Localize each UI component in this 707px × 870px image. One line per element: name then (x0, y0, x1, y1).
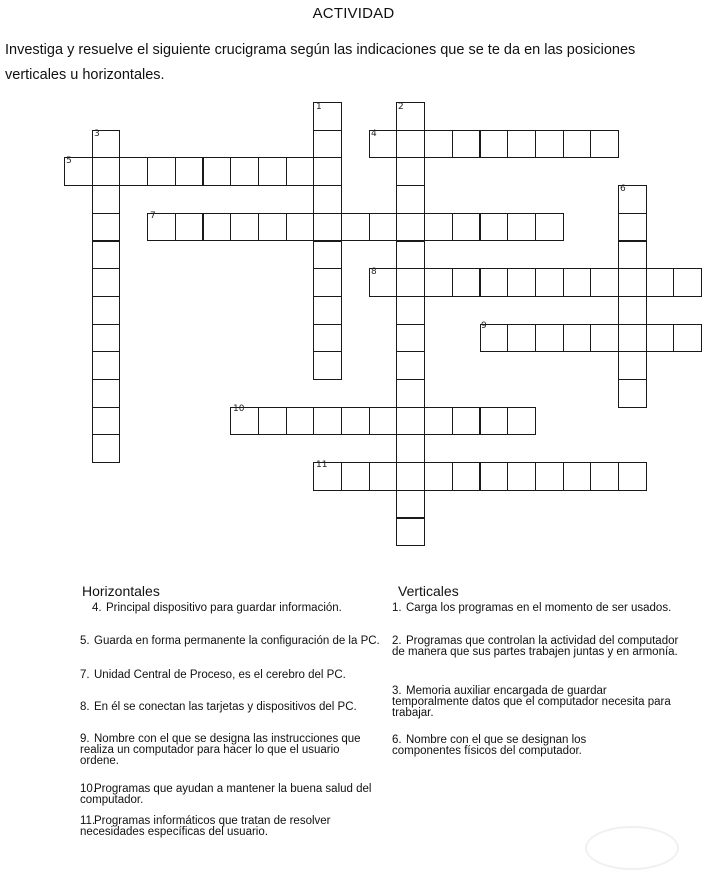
crossword-cell[interactable] (618, 379, 647, 408)
clue-number-5: 5 (66, 156, 72, 166)
clue-number-3: 3 (94, 129, 100, 139)
clue-text: Memoria auxiliar encargada de guardar temporalmente datos que el computador necesita para trabajar. (392, 685, 671, 719)
crossword-cell[interactable] (590, 324, 619, 353)
clue-h4 (92, 603, 392, 614)
crossword-cell[interactable] (480, 213, 509, 242)
clue-v6 (392, 735, 652, 757)
crossword-cell[interactable] (590, 268, 619, 297)
crossword-cell[interactable] (396, 462, 425, 491)
crossword-cell[interactable] (92, 351, 121, 380)
crossword-cell[interactable] (618, 241, 647, 270)
crossword-cell[interactable] (396, 185, 425, 214)
crossword-cell[interactable] (396, 157, 425, 186)
crossword-cell[interactable] (396, 213, 425, 242)
crossword-cell[interactable] (369, 407, 398, 436)
clue-h5 (80, 636, 380, 647)
crossword-cell[interactable] (618, 268, 647, 297)
clue-number: 8. (80, 701, 90, 713)
crossword-cell[interactable] (396, 268, 425, 297)
crossword-cell[interactable] (396, 351, 425, 380)
crossword-cell[interactable] (396, 241, 425, 270)
clue-number: 6. (392, 734, 402, 746)
page-title: ACTIVIDAD (312, 5, 395, 22)
crossword-cell[interactable] (618, 351, 647, 380)
crossword-cell[interactable] (507, 324, 536, 353)
crossword-cell[interactable] (175, 213, 204, 242)
crossword-cell[interactable] (480, 462, 509, 491)
crossword-cell[interactable] (563, 324, 592, 353)
clue-text: Programas que ayudan a mantener la buena salud del computador. (80, 783, 372, 806)
crossword-cell[interactable] (424, 462, 453, 491)
crossword-cell[interactable] (313, 296, 342, 325)
clue-number: 9. (80, 733, 90, 745)
crossword-cell[interactable] (230, 213, 259, 242)
clue-v2 (392, 636, 692, 658)
crossword-cell[interactable] (92, 324, 121, 353)
crossword-cell[interactable] (452, 407, 481, 436)
crossword-cell[interactable] (286, 157, 315, 186)
crossword-cell[interactable] (618, 462, 647, 491)
crossword-cell[interactable] (396, 518, 425, 547)
crossword-cell[interactable] (230, 157, 259, 186)
crossword-cell[interactable] (507, 130, 536, 159)
crossword-cell[interactable] (203, 213, 232, 242)
crossword-cell[interactable] (286, 213, 315, 242)
clue-text: Principal dispositivo para guardar información. (106, 602, 342, 614)
crossword-cell[interactable] (203, 157, 232, 186)
crossword-cell[interactable] (369, 213, 398, 242)
clue-number: 3. (392, 685, 402, 697)
clue-number: 2. (392, 635, 402, 647)
crossword-cell[interactable] (92, 379, 121, 408)
crossword-cell[interactable] (507, 462, 536, 491)
crossword-cell[interactable] (147, 157, 176, 186)
crossword-cell[interactable] (341, 462, 370, 491)
crossword-cell[interactable] (396, 130, 425, 159)
clue-h9 (80, 734, 372, 767)
crossword-cell[interactable] (535, 462, 564, 491)
crossword-cell[interactable] (341, 407, 370, 436)
clue-number-2: 2 (398, 102, 404, 112)
clue-text: Nombre con el que se designa las instrucciones que realiza un computador para hacer lo que el usuario ordene. (80, 733, 361, 767)
clue-text: Nombre con el que se designan los componentes físicos del computador. (392, 734, 587, 757)
crossword-cell[interactable] (92, 268, 121, 297)
clue-h8 (80, 702, 380, 713)
clue-text: Programas informáticos que tratan de resolver necesidades específicas del usuario. (80, 815, 331, 838)
clue-number-8: 8 (371, 267, 377, 277)
clue-number-11: 11 (316, 460, 328, 470)
crossword-cell[interactable] (258, 407, 287, 436)
crossword-cell[interactable] (673, 268, 702, 297)
crossword-cell[interactable] (424, 268, 453, 297)
clue-number-4: 4 (371, 129, 377, 139)
crossword-cell[interactable] (480, 407, 509, 436)
crossword-cell[interactable] (258, 157, 287, 186)
crossword-cell[interactable] (563, 130, 592, 159)
clue-number: 5. (80, 635, 90, 647)
crossword-cell[interactable] (313, 130, 342, 159)
crossword-cell[interactable] (480, 268, 509, 297)
crossword-cell[interactable] (313, 213, 342, 242)
crossword-cell[interactable] (535, 268, 564, 297)
crossword-cell[interactable] (313, 241, 342, 270)
clue-v3 (392, 686, 672, 719)
clue-h7 (80, 670, 380, 681)
clue-number: 7. (80, 669, 90, 681)
crossword-cell[interactable] (313, 185, 342, 214)
clue-number-1: 1 (316, 102, 322, 112)
crossword-cell[interactable] (424, 130, 453, 159)
verticales-heading: Verticales (398, 583, 459, 599)
clue-h10 (80, 784, 372, 806)
crossword-cell[interactable] (92, 157, 121, 186)
crossword-cell[interactable] (175, 157, 204, 186)
instructions: Investiga y resuelve el siguiente crucigrama según las indicaciones que se te da en las posiciones verticales u horizontales. (5, 42, 636, 83)
clue-text: Guarda en forma permanente la configuración de la PC. (94, 635, 380, 647)
crossword-cell[interactable] (396, 379, 425, 408)
crossword-cell[interactable] (424, 213, 453, 242)
crossword-cell[interactable] (618, 324, 647, 353)
crossword-cell[interactable] (618, 213, 647, 242)
clue-text: Programas que controlan la actividad del computador de manera que sus partes trabajen juntas y en armonía. (392, 635, 679, 658)
clue-number-9: 9 (481, 321, 487, 331)
crossword-cell[interactable] (92, 185, 121, 214)
clue-number-6: 6 (620, 184, 626, 194)
crossword-cell[interactable] (369, 462, 398, 491)
crossword-cell[interactable] (452, 213, 481, 242)
crossword-cell[interactable] (507, 268, 536, 297)
crossword-cell[interactable] (396, 407, 425, 436)
crossword-cell[interactable] (646, 268, 675, 297)
clue-number-10: 10 (233, 404, 245, 414)
crossword-cell[interactable] (313, 268, 342, 297)
clue-h11 (80, 816, 380, 838)
crossword-cell[interactable] (563, 268, 592, 297)
crossword-cell[interactable] (507, 407, 536, 436)
clue-text: Unidad Central de Proceso, es el cerebro del PC. (94, 669, 346, 681)
clue-number: 4. (92, 602, 102, 614)
crossword-cell[interactable] (313, 407, 342, 436)
crossword-cell[interactable] (258, 213, 287, 242)
clue-text: En él se conectan las tarjetas y dispositivos del PC. (94, 701, 357, 713)
crossword-cell[interactable] (341, 213, 370, 242)
crossword-cell[interactable] (618, 296, 647, 325)
clue-number: 11. (80, 815, 96, 827)
crossword-cell[interactable] (452, 130, 481, 159)
clue-number: 10. (80, 783, 96, 795)
crossword-cell[interactable] (590, 462, 619, 491)
crossword-cell[interactable] (92, 296, 121, 325)
crossword-cell[interactable] (92, 434, 121, 463)
crossword-cell[interactable] (286, 407, 315, 436)
crossword-cell[interactable] (396, 490, 425, 519)
crossword-cell[interactable] (507, 213, 536, 242)
crossword-cell[interactable] (313, 351, 342, 380)
crossword-cell[interactable] (119, 157, 148, 186)
clue-v1 (392, 603, 682, 614)
crossword-cell[interactable] (424, 407, 453, 436)
crossword-cell[interactable] (673, 324, 702, 353)
crossword-cell[interactable] (396, 434, 425, 463)
watermark-circle (585, 826, 679, 870)
crossword-cell[interactable] (396, 324, 425, 353)
crossword-cell[interactable] (313, 324, 342, 353)
clue-number: 1. (392, 602, 402, 614)
crossword-cell[interactable] (452, 462, 481, 491)
clue-text: Carga los programas en el momento de ser usados. (406, 602, 672, 614)
clue-number-7: 7 (150, 211, 156, 221)
crossword-cell[interactable] (590, 130, 619, 159)
crossword-cell[interactable] (313, 157, 342, 186)
crossword-cell[interactable] (92, 407, 121, 436)
crossword-cell[interactable] (92, 241, 121, 270)
crossword-cell[interactable] (563, 462, 592, 491)
crossword-cell[interactable] (646, 324, 675, 353)
crossword-cell[interactable] (480, 130, 509, 159)
crossword-cell[interactable] (535, 213, 564, 242)
crossword-cell[interactable] (535, 130, 564, 159)
crossword-cell[interactable] (535, 324, 564, 353)
horizontales-heading: Horizontales (82, 583, 160, 599)
crossword-cell[interactable] (452, 268, 481, 297)
crossword-cell[interactable] (396, 296, 425, 325)
crossword-cell[interactable] (92, 213, 121, 242)
